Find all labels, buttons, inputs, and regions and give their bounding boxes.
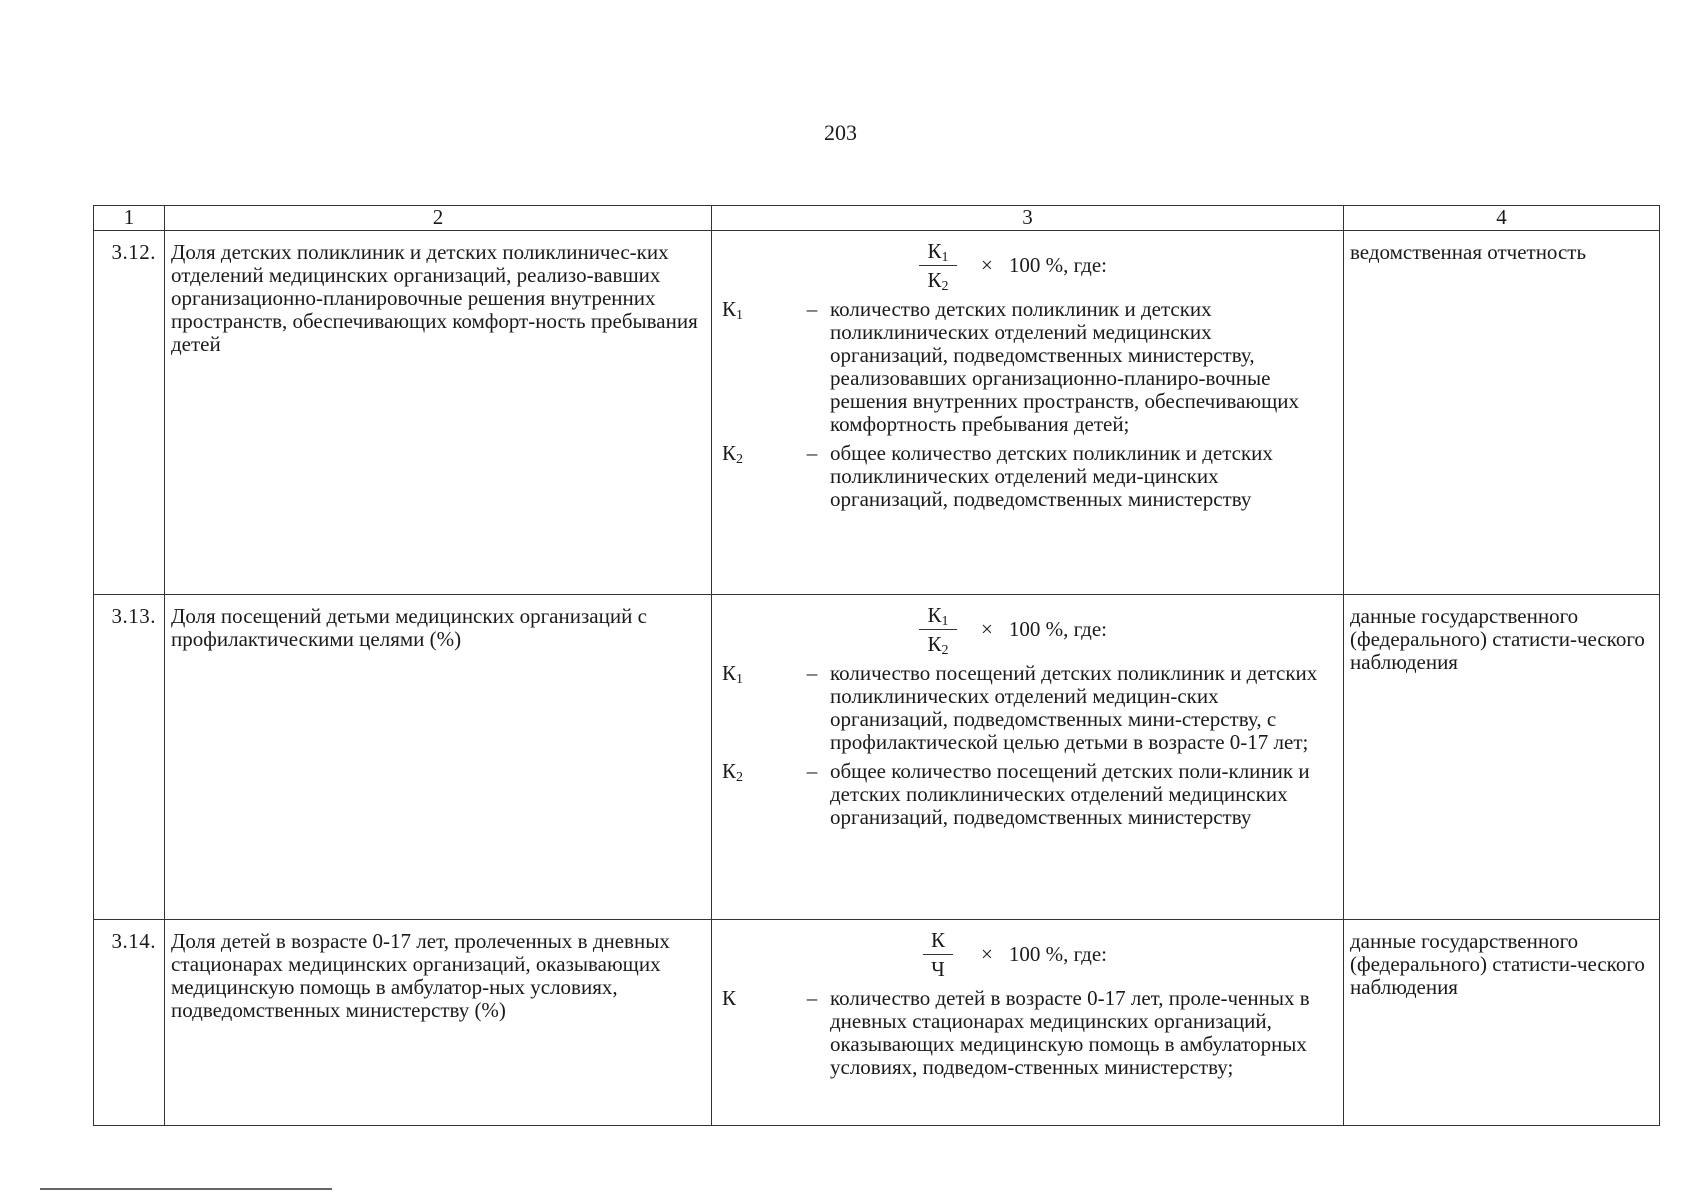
- term-dash: –: [806, 441, 818, 465]
- data-source: ведомственная отчетность: [1344, 231, 1660, 595]
- indicator-name: Доля детей в возрасте 0-17 лет, пролеченных в дневных стационарах медицинских организаций, оказывающих медицинскую помощь в амбулатор-ных условиях, подведомственных министерству (%): [165, 920, 712, 1126]
- term-dash: –: [806, 297, 818, 321]
- data-source: данные государственного (федерального) статисти-ческого наблюдения: [1344, 595, 1660, 920]
- term-description: количество детских поликлиник и детских поликлинических отделений медицинских организаций, подведомственных министерству, реализовавших организационно-планиро-вочные решения внутренних пространств, обеспечивающих комфортность пребывания детей;: [830, 297, 1300, 436]
- term-symbol: К: [722, 986, 737, 1010]
- formula: [907, 603, 1337, 656]
- fraction: [907, 928, 969, 981]
- calculation-cell: [712, 920, 1344, 1126]
- term-symbol: $К_1$: [722, 297, 744, 323]
- calculation-cell: [712, 595, 1344, 920]
- data-source: данные государственного (федерального) статисти-ческого наблюдения: [1344, 920, 1660, 1126]
- term-dash: –: [806, 986, 818, 1010]
- header-col-2: 2: [165, 206, 712, 231]
- fraction-denominator: Ч: [931, 957, 945, 981]
- fraction: [907, 239, 969, 292]
- table-row: [94, 920, 1660, 1126]
- fraction-denominator: $К_2$: [927, 632, 949, 658]
- term-definition: [722, 662, 1337, 754]
- table-row: [94, 231, 1660, 595]
- term-definition: [722, 298, 1337, 436]
- term-symbol: $К_2$: [722, 759, 744, 785]
- page-number: 203: [824, 120, 857, 145]
- term-definition: [722, 442, 1337, 511]
- multiply-sign: ×: [981, 942, 993, 966]
- fraction-numerator: К: [923, 928, 953, 955]
- multiply-sign: ×: [981, 617, 993, 641]
- fraction-numerator: $К_1$: [919, 603, 956, 630]
- formula-rest: 100 %, где:: [1008, 253, 1107, 277]
- formula: [907, 239, 1337, 292]
- term-definition: [722, 760, 1337, 829]
- table-row: [94, 595, 1660, 920]
- formula-rest: 100 %, где:: [1008, 942, 1107, 966]
- term-description: количество посещений детских поликлиник и детских поликлинических отделений медицин-ских организаций, подведомственных мини-стерству, с профилактической целью детьми в возрасте 0-17 лет;: [830, 661, 1318, 754]
- term-dash: –: [806, 759, 818, 783]
- header-col-1: 1: [94, 206, 165, 231]
- table-header-row: [94, 206, 1660, 231]
- term-symbol: $К_1$: [722, 661, 744, 687]
- header-col-4: 4: [1344, 206, 1660, 231]
- formula-rest: 100 %, где:: [1008, 617, 1107, 641]
- row-number: 3.13.: [94, 595, 165, 920]
- indicator-name: Доля посещений детьми медицинских организаций с профилактическими целями (%): [165, 595, 712, 920]
- multiply-sign: ×: [981, 253, 993, 277]
- term-description: общее количество посещений детских поли-клиник и детских поликлинических отделений медицинских организаций, подведомственных министерству: [830, 759, 1310, 829]
- indicator-name: Доля детских поликлиник и детских поликлиничес-ких отделений медицинских организаций, реализо-вавших организационно-планировочные решения внутренних пространств, обеспечивающих комфорт-ность пребывания детей: [165, 231, 712, 595]
- fraction-denominator: $К_2$: [927, 268, 949, 294]
- fraction: [907, 603, 969, 656]
- fraction-numerator: $К_1$: [919, 239, 956, 266]
- footer-rule: [40, 1188, 332, 1190]
- row-number: 3.12.: [94, 231, 165, 595]
- term-symbol: $К_2$: [722, 441, 744, 467]
- term-definition: [722, 987, 1337, 1079]
- formula: [907, 928, 1337, 981]
- calculation-cell: [712, 231, 1344, 595]
- row-number: 3.14.: [94, 920, 165, 1126]
- header-col-3: 3: [712, 206, 1344, 231]
- term-description: общее количество детских поликлиник и детских поликлинических отделений меди-цинских организаций, подведомственных министерству: [830, 441, 1273, 511]
- term-description: количество детей в возрасте 0-17 лет, проле-ченных в дневных стационарах медицинских организаций, оказывающих медицинскую помощь в амбулаторных условиях, подведом-ственных министерству;: [830, 986, 1310, 1079]
- term-dash: –: [806, 661, 818, 685]
- indicators-table: [93, 205, 1660, 1126]
